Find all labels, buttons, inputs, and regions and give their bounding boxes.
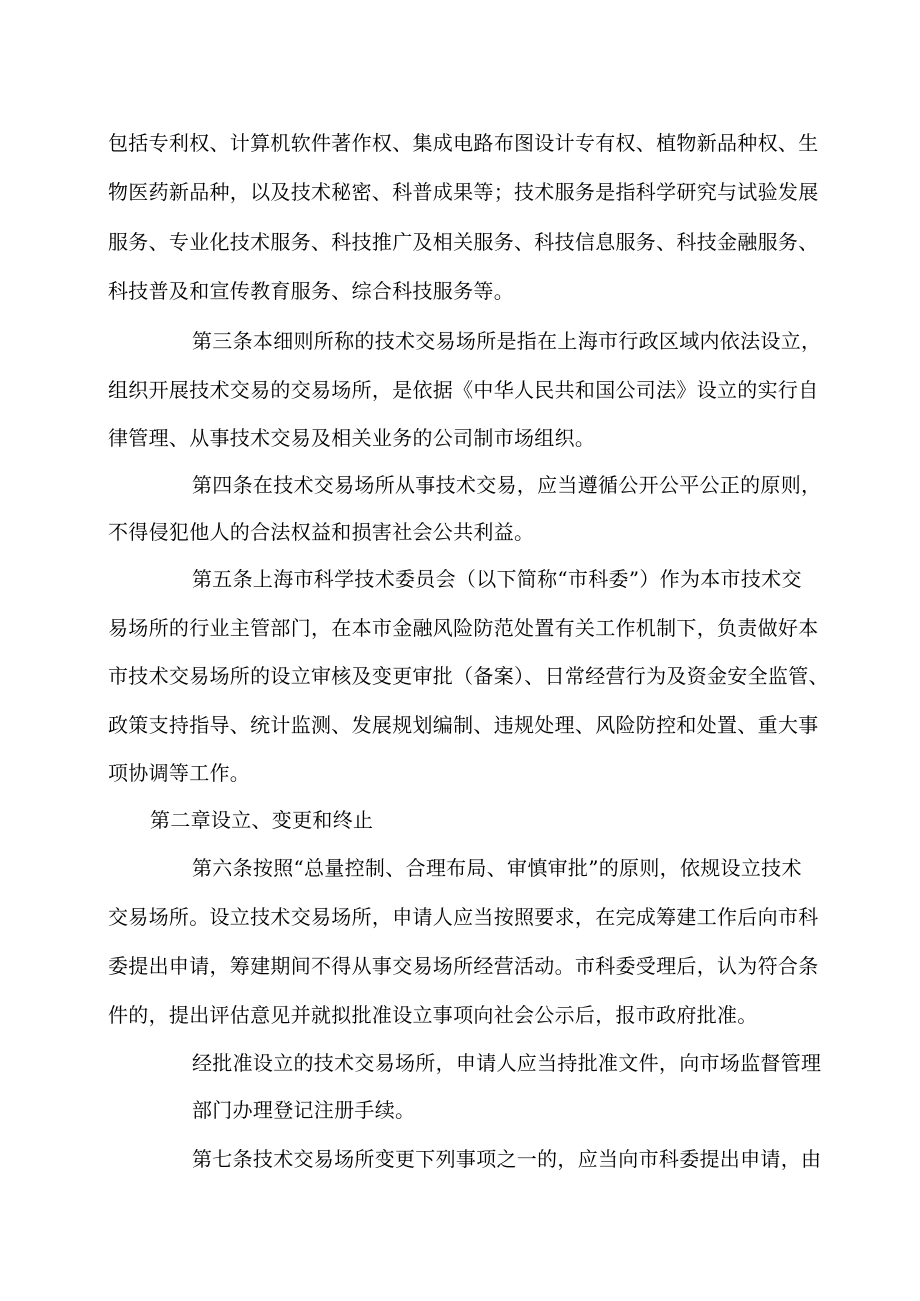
paragraph-line: 部门办理登记注册手续。 bbox=[192, 1098, 416, 1122]
body-text-line: 律管理、从事技术交易及相关业务的公司制市场组织。 bbox=[108, 426, 596, 450]
body-text-line: 不得侵犯他人的合法权益和损害社会公共利益。 bbox=[108, 520, 535, 544]
paragraph-line: 经批准设立的技术交易场所，申请人应当持批准文件，向市场监督管理 bbox=[192, 1051, 822, 1075]
article-4-line: 第四条在技术交易场所从事技术交易，应当遵循公开公平公正的原则， bbox=[192, 473, 822, 497]
body-text-line: 包括专利权、计算机软件著作权、集成电路布图设计专有权、植物新品种权、生 bbox=[108, 131, 819, 155]
article-7-line: 第七条技术交易场所变更下列事项之一的，应当向市科委提出申请，由 bbox=[192, 1147, 822, 1171]
body-text-line: 件的，提出评估意见并就拟批准设立事项向社会公示后，报市政府批准。 bbox=[108, 1003, 758, 1027]
body-text-line: 市技术交易场所的设立审核及变更审批（备案）、日常经营行为及资金安全监管、 bbox=[108, 664, 829, 688]
body-text-line: 项协调等工作。 bbox=[108, 761, 251, 785]
article-3-line: 第三条本细则所称的技术交易场所是指在上海市行政区域内依法设立， bbox=[192, 329, 822, 353]
body-text-line: 政策支持指导、统计监测、发展规划编制、违规处理、风险防控和处置、重大事 bbox=[108, 713, 819, 737]
body-text-line: 交易场所。设立技术交易场所，申请人应当按照要求，在完成筹建工作后向市科 bbox=[108, 905, 819, 929]
body-text-line: 科技普及和宣传教育服务、综合科技服务等。 bbox=[108, 279, 514, 303]
body-text-line: 易场所的行业主管部门，在本市金融风险防范处置有关工作机制下，负责做好本 bbox=[108, 616, 819, 640]
article-5-line: 第五条上海市科学技术委员会（以下简称“市科委”）作为本市技术交 bbox=[192, 567, 802, 591]
body-text-line: 服务、专业化技术服务、科技推广及相关服务、科技信息服务、科技金融服务、 bbox=[108, 230, 819, 254]
body-text-line: 组织开展技术交易的交易场所，是依据《中华人民共和国公司法》设立的实行自 bbox=[108, 378, 819, 402]
body-text-line: 委提出申请，筹建期间不得从事交易场所经营活动。市科委受理后，认为符合条 bbox=[108, 954, 819, 978]
article-6-line: 第六条按照“总量控制、合理布局、审慎审批”的原则，依规设立技术 bbox=[192, 856, 802, 880]
body-text-line: 物医药新品种，以及技术秘密、科普成果等；技术服务是指科学研究与试验发展 bbox=[108, 180, 819, 204]
chapter-heading: 第二章设立、变更和终止 bbox=[150, 808, 374, 832]
